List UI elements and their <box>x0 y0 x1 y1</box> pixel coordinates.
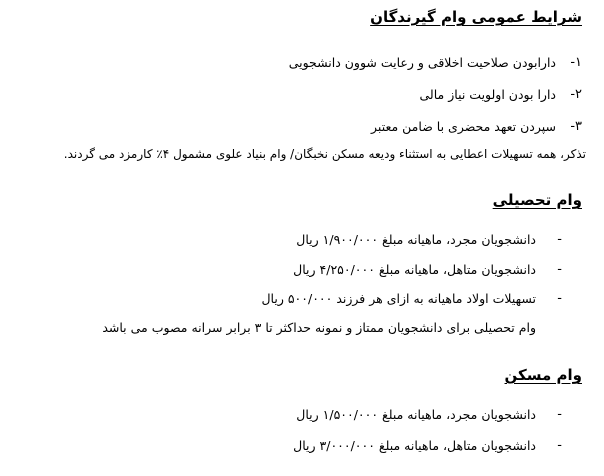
general-item-3-number: ۳- <box>570 119 582 134</box>
general-item-2-number: ۲- <box>570 87 582 102</box>
education-item-2-text: دانشجویان متاهل، ماهیانه مبلغ ۴/۲۵۰/۰۰۰ ریال <box>293 262 536 277</box>
education-loan-heading: وام تحصیلی <box>492 191 582 209</box>
education-item-1-text: دانشجویان مجرد، ماهیانه مبلغ ۱/۹۰۰/۰۰۰ ریال <box>296 232 536 247</box>
housing-item-2-text: دانشجویان متاهل، ماهیانه مبلغ ۳/۰۰۰/۰۰۰ ریال <box>293 438 536 453</box>
general-conditions-heading: شرایط عمومی وام گیرندگان <box>370 8 582 26</box>
general-item-3-text: سپردن تعهد محضری با ضامن معتبر <box>371 119 556 134</box>
housing-item-1-dash: - <box>557 407 562 422</box>
education-item-3-text: تسهیلات اولاد ماهیانه به ازای هر فرزند ۵۰۰/۰۰۰ ریال <box>261 291 536 306</box>
education-item-1-dash: - <box>557 232 562 247</box>
housing-loan-heading: وام مسکن <box>504 366 582 384</box>
general-item-1-number: ۱- <box>570 55 582 70</box>
housing-item-1-text: دانشجویان مجرد، ماهیانه مبلغ ۱/۵۰۰/۰۰۰ ریال <box>296 407 536 422</box>
general-item-1-text: دارابودن صلاحیت اخلاقی و رعایت شوون دانشجویی <box>288 55 556 70</box>
education-loan-note: وام تحصیلی برای دانشجویان ممتاز و نمونه حداکثر تا ۳ برابر سرانه مصوب می باشد <box>102 320 536 335</box>
housing-item-2-dash: - <box>557 438 562 453</box>
education-item-2-dash: - <box>557 262 562 277</box>
general-note: تذکر، همه تسهیلات اعطایی به استثناء ودیعه مسکن نخبگان/ وام بنیاد علوی مشمول ۴٪ کارمزد می گردند. <box>63 147 586 161</box>
general-item-2-text: دارا بودن اولویت نیاز مالی <box>419 87 556 102</box>
education-item-3-dash: - <box>557 291 562 306</box>
